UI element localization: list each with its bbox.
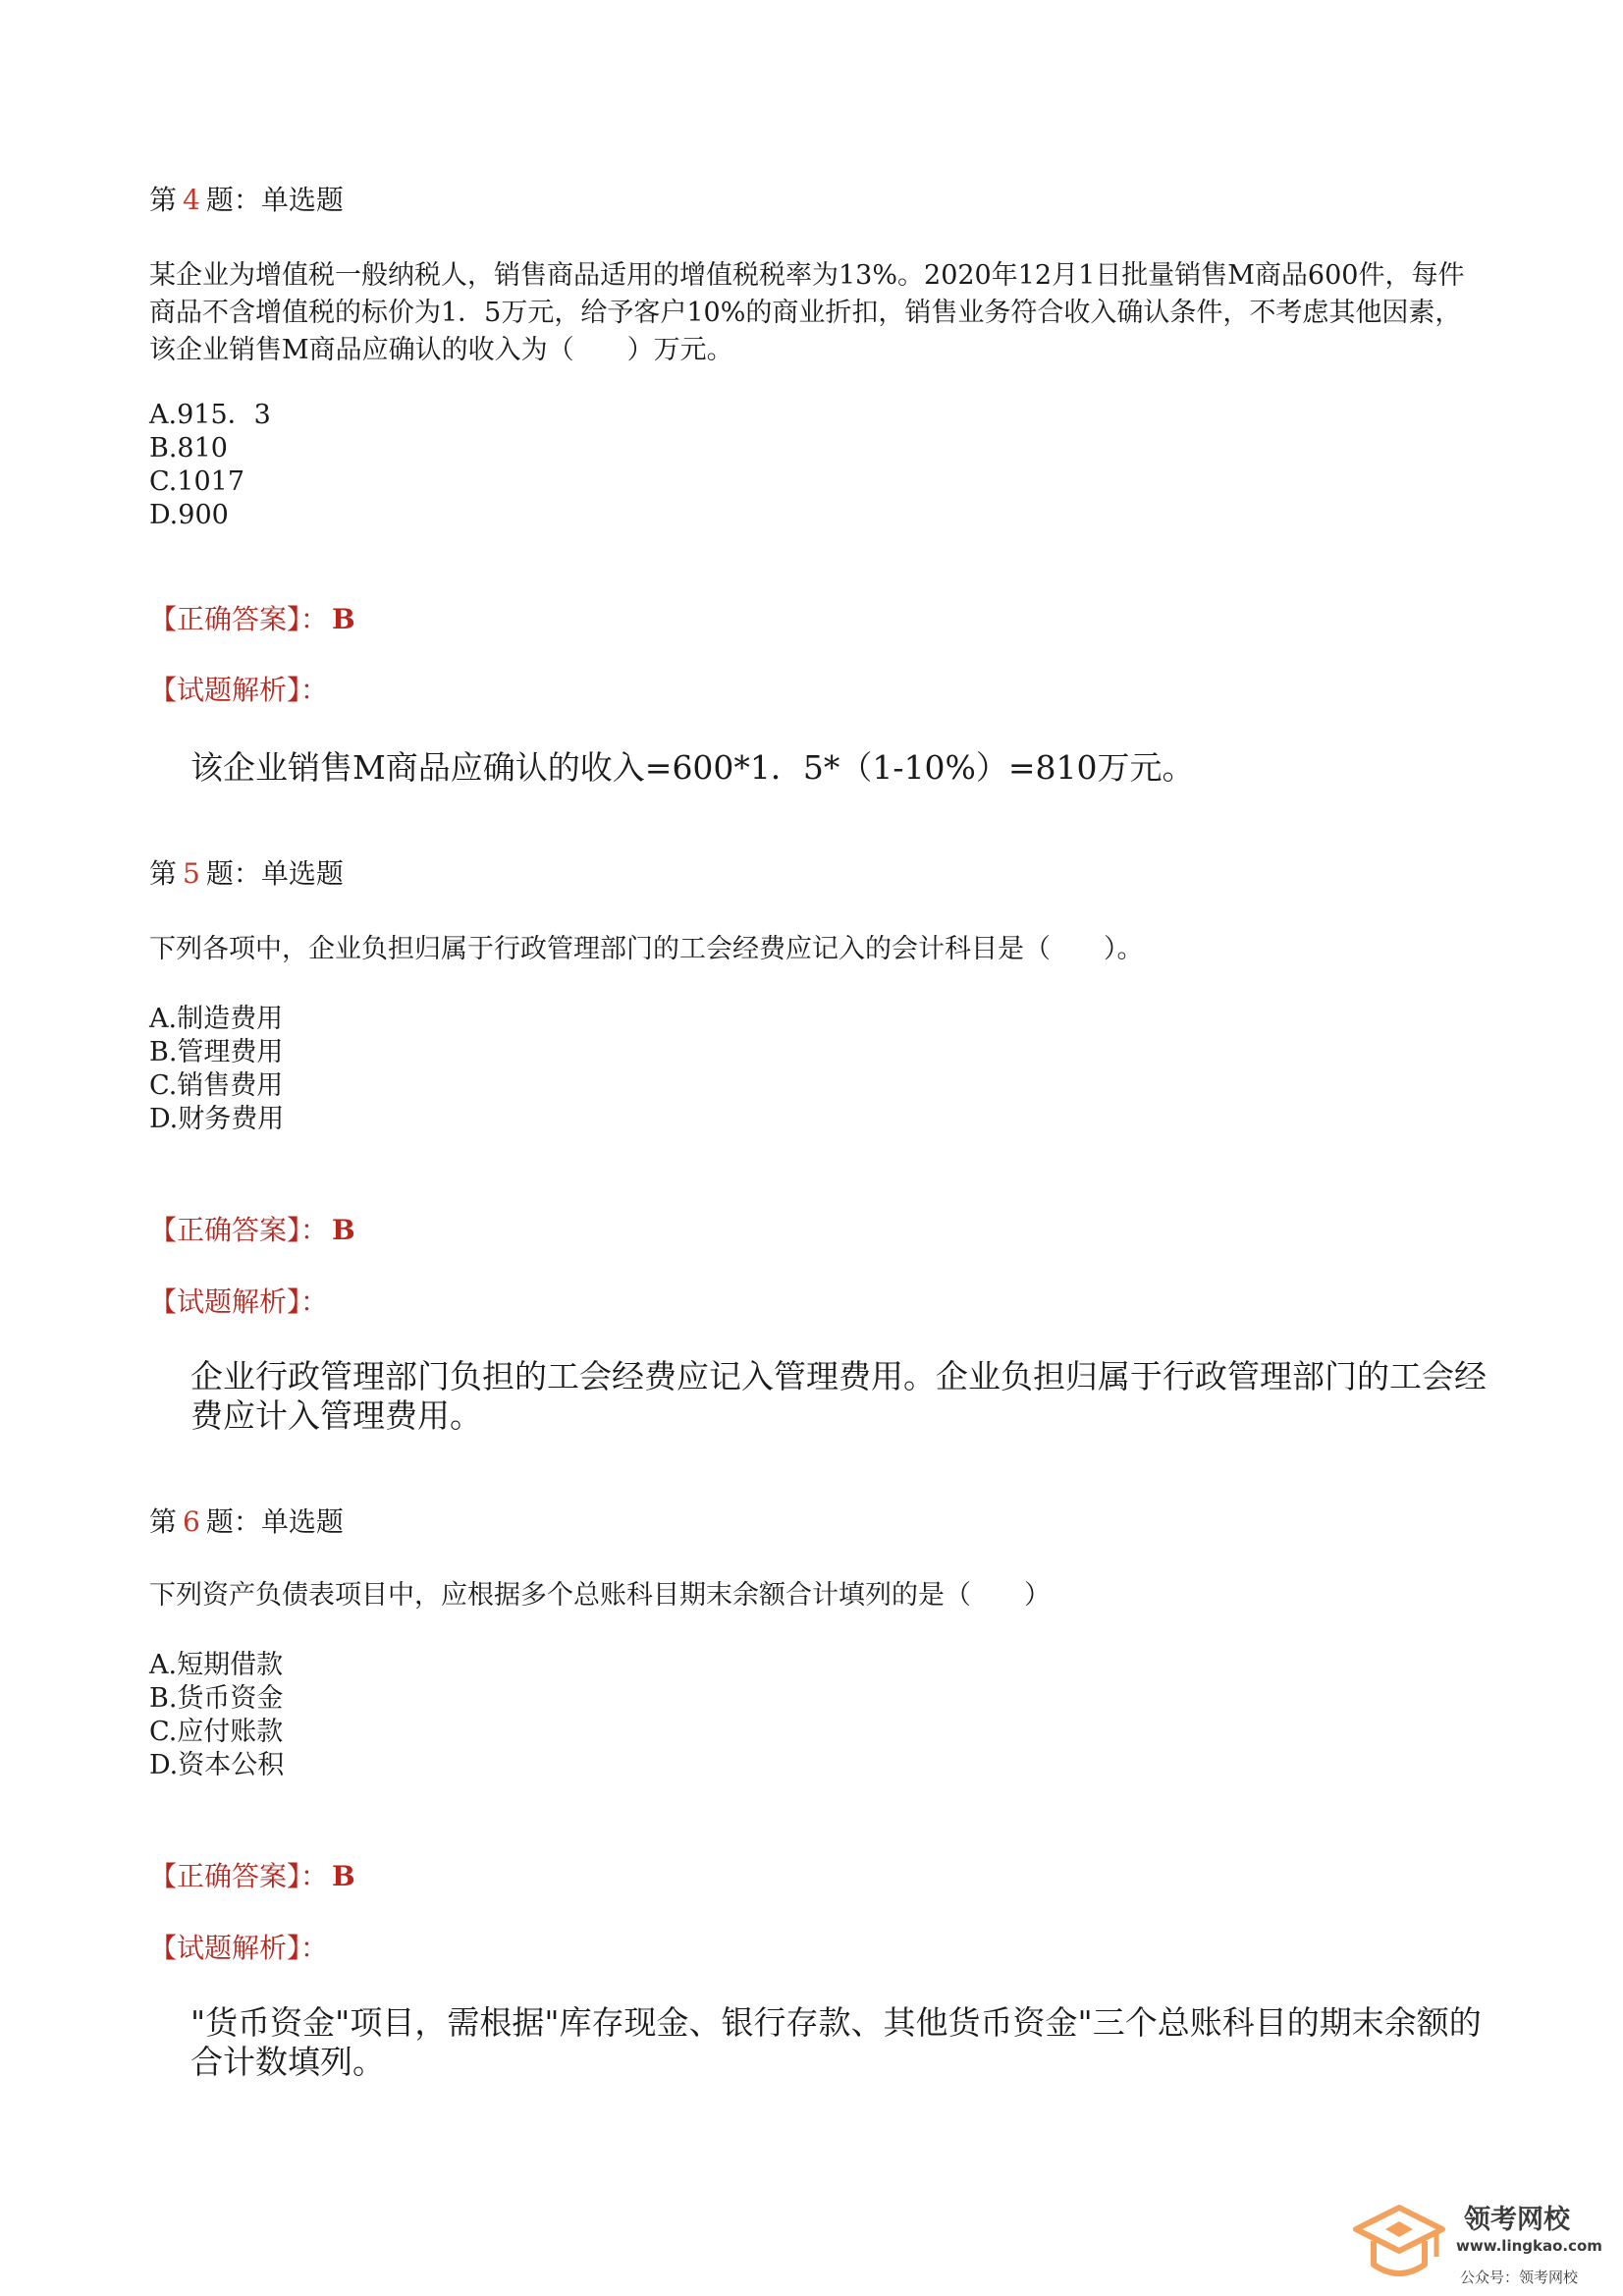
question-prefix: 第 [149, 857, 178, 890]
option-a: A.915．3 [149, 400, 271, 430]
question-number: 5 [183, 857, 200, 890]
question-type: 题：单选题 [205, 1505, 344, 1538]
question-4 [149, 184, 1485, 217]
correct-answer [149, 1860, 1485, 1893]
question-header [149, 1505, 1485, 1539]
question-stem: 下列各项中，企业负担归属于行政管理部门的工会经费应记入的会计科目是（ ）。 [149, 934, 1144, 964]
option-b: B.货币资金 [149, 1683, 284, 1714]
analysis-text: 企业行政管理部门负担的工会经费应记入管理费用。企业负担归属于行政管理部门的工会经费应计入管理费用。 [190, 1357, 1487, 1435]
answer-label: 【正确答案】： [149, 603, 329, 635]
answer-label: 【正确答案】： [149, 1860, 329, 1892]
option-list [149, 1649, 1485, 1782]
option-c: C.1017 [149, 466, 244, 497]
correct-answer [149, 603, 1485, 636]
logo-url: www.lingkao.com [1456, 2237, 1602, 2255]
analysis-label: 【试题解析】： [149, 1932, 329, 1964]
option-list [149, 1003, 1485, 1136]
option-a: A.短期借款 [149, 1650, 284, 1680]
logo-title: 领考网校 [1464, 2205, 1570, 2235]
option-a: A.制造费用 [149, 1004, 284, 1034]
analysis-label: 【试题解析】： [149, 674, 329, 706]
graduation-cap-icon [1350, 2200, 1448, 2288]
option-list [149, 399, 1485, 532]
analysis-label: 【试题解析】： [149, 1285, 329, 1318]
analysis-text: 该企业销售M商品应确认的收入=600*1．5*（1-10%）=810万元。 [190, 748, 1195, 787]
option-b: B.810 [149, 433, 228, 464]
option-b: B.管理费用 [149, 1037, 284, 1067]
question-prefix: 第 [149, 184, 178, 216]
answer-label: 【正确答案】： [149, 1214, 329, 1246]
option-d: D.资本公积 [149, 1750, 285, 1780]
question-type: 题：单选题 [205, 184, 344, 216]
question-stem: 某企业为增值税一般纳税人，销售商品适用的增值税税率为13%。2020年12月1日批量销售M商品600件，每件商品不含增值税的标价为1．5万元，给予客户10%的商业折扣，销售业务符合收入确认条件，不考虑其他因素，该企业销售M商品应确认的收入为（ ）万元。 [149, 260, 1465, 365]
option-c: C.销售费用 [149, 1070, 284, 1101]
footer-logo [1350, 2198, 1615, 2292]
option-c: C.应付账款 [149, 1717, 284, 1747]
answer-value: B [332, 603, 355, 635]
option-d: D.财务费用 [149, 1104, 285, 1134]
question-type: 题：单选题 [205, 857, 344, 890]
question-header [149, 184, 1485, 217]
question-number: 6 [183, 1505, 200, 1538]
option-d: D.900 [149, 500, 229, 530]
answer-value: B [332, 1860, 355, 1892]
answer-value: B [332, 1214, 355, 1246]
correct-answer [149, 1214, 1485, 1247]
question-prefix: 第 [149, 1505, 178, 1538]
question-header [149, 857, 1485, 891]
question-6 [149, 1505, 1485, 1539]
question-number: 4 [183, 184, 200, 216]
logo-subtitle: 公众号：领考网校 [1460, 2269, 1579, 2286]
analysis-text: "货币资金"项目，需根据"库存现金、银行存款、其他货币资金"三个总账科目的期末余额的合计数填列。 [190, 2003, 1482, 2081]
question-5 [149, 857, 1485, 891]
question-stem: 下列资产负债表项目中，应根据多个总账科目期末余额合计填列的是（ ） [149, 1580, 1051, 1611]
